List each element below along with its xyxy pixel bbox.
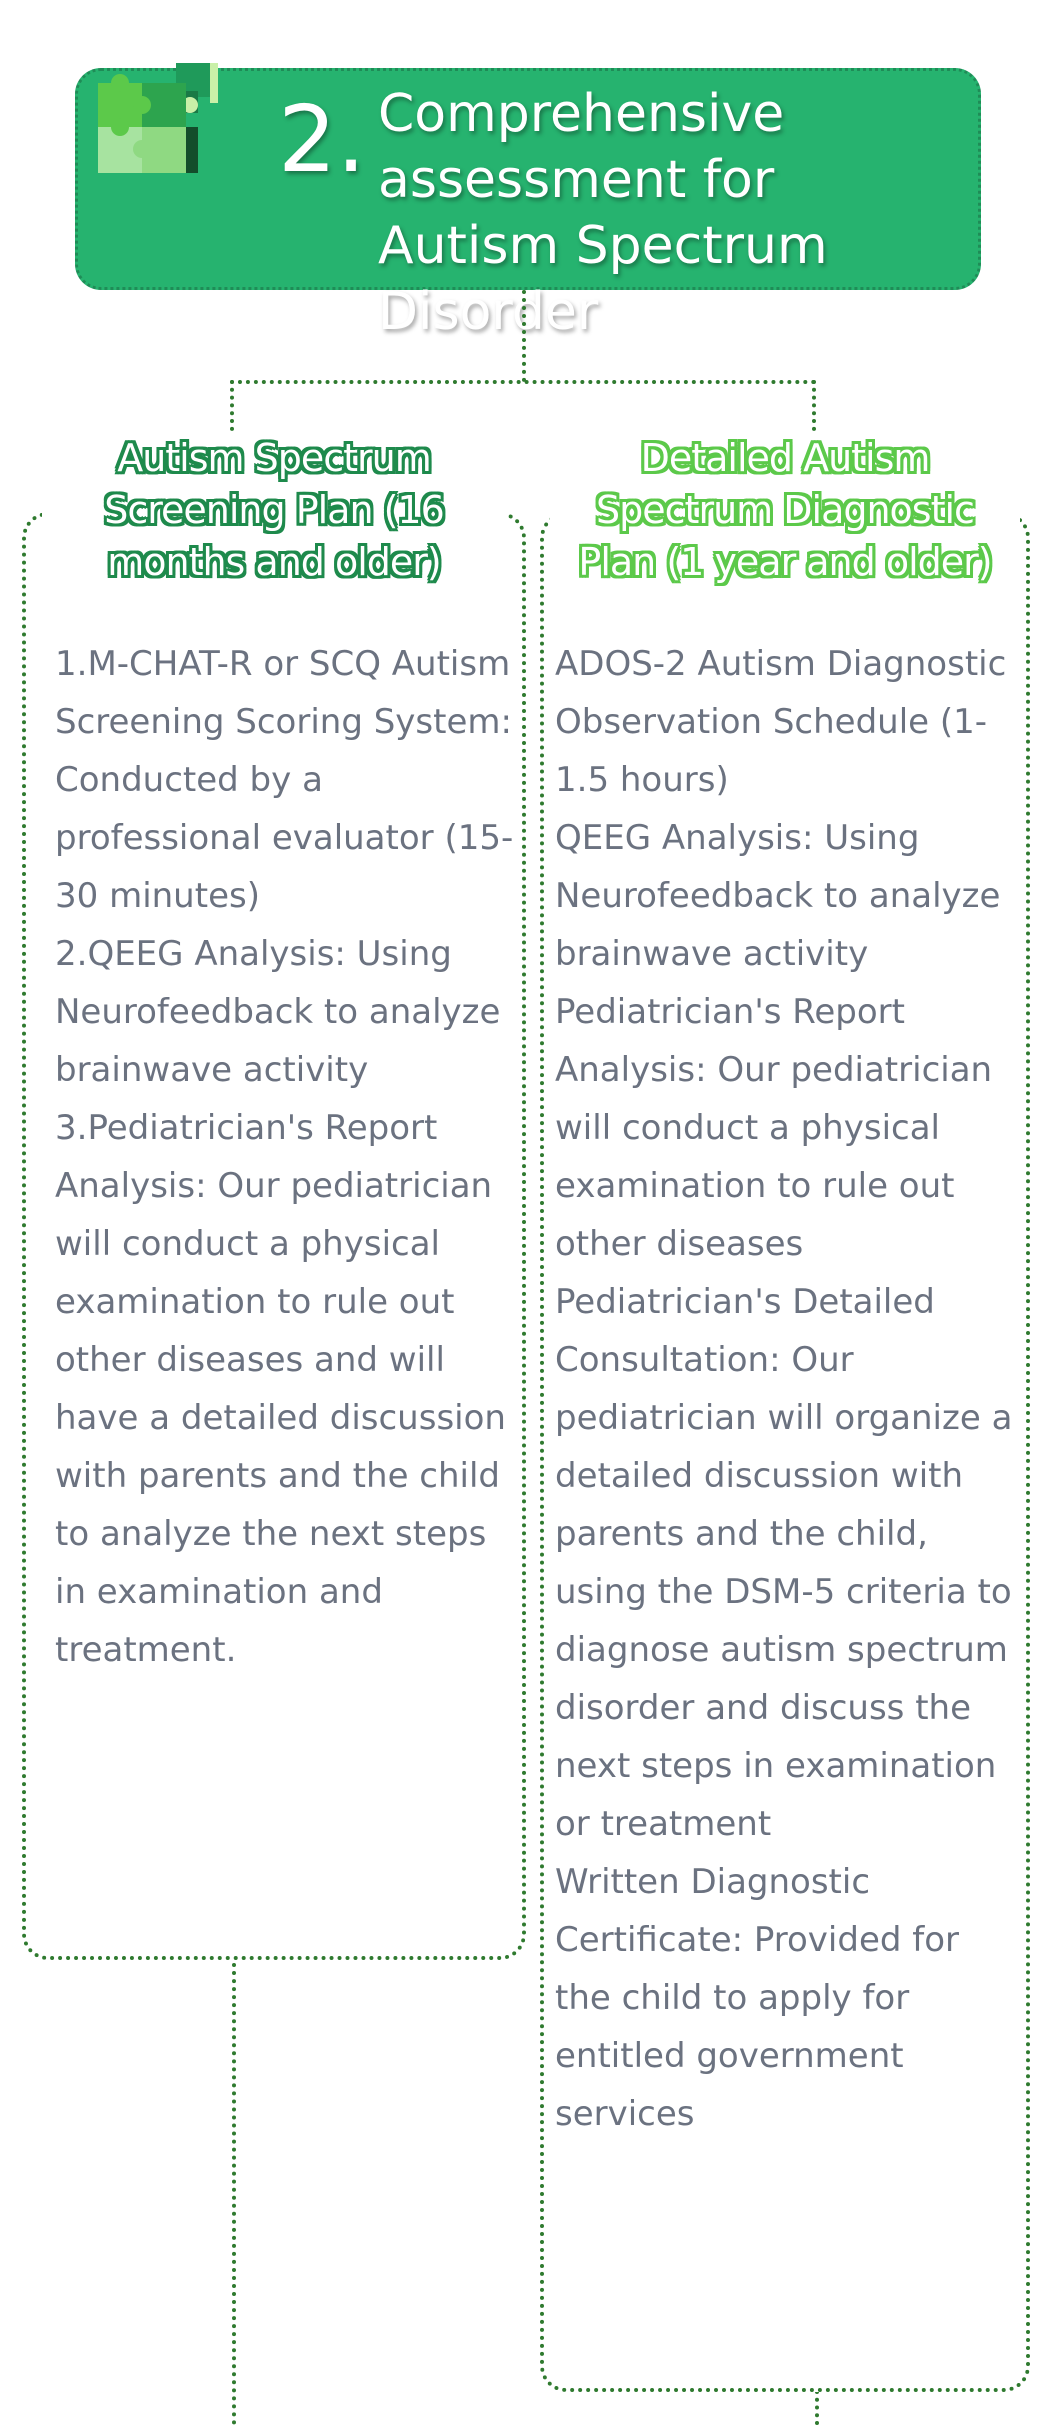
list-item: 2.QEEG Analysis: Using Neurofeedback to analyze brainwave activity bbox=[55, 934, 501, 1090]
list-item: 1.M-CHAT-R or SCQ Autism Screening Scoring System: Conducted by a professional evaluator (15-30 minutes) bbox=[55, 644, 514, 916]
screening-plan-title: Autism Spectrum Screening Plan (16 months and older) bbox=[42, 432, 506, 588]
diagnostic-plan-list bbox=[555, 635, 1023, 2143]
connector-left-bottom bbox=[232, 1955, 236, 2425]
list-item: Pediatrician's Report Analysis: Our pediatrician will conduct a physical examination to rule out other diseases bbox=[555, 992, 993, 1264]
connector-vertical-top bbox=[522, 290, 526, 382]
diagnostic-plan-title: Detailed Autism Spectrum Diagnostic Plan (1 year and older) bbox=[550, 432, 1020, 588]
list-item: Pediatrician's Detailed Consultation: Our pediatrician will organize a detailed discussion with parents and the child, using the DSM-5 criteria to diagnose autism spectrum disorder and discuss the next steps in examination or treatment bbox=[555, 1282, 1013, 1844]
section-number: 2. bbox=[278, 86, 366, 193]
list-item: QEEG Analysis: Using Neurofeedback to analyze brainwave activity bbox=[555, 818, 1001, 974]
connector-horizontal bbox=[230, 380, 816, 384]
section-title: Comprehensive assessment for Autism Spectrum Disorder bbox=[378, 84, 828, 342]
list-item: 3.Pediatrician's Report Analysis: Our pediatrician will conduct a physical examination to rule out other diseases and will have a detailed discussion with parents and the child to analyze the next steps in examination and treatment. bbox=[55, 1108, 506, 1670]
screening-plan-list bbox=[55, 635, 515, 1679]
puzzle-icon bbox=[98, 63, 228, 193]
section-header bbox=[75, 68, 981, 342]
connector-right-bottom bbox=[815, 2390, 819, 2425]
list-item: ADOS-2 Autism Diagnostic Observation Schedule (1-1.5 hours) bbox=[555, 644, 1007, 800]
list-item: Written Diagnostic Certificate: Provided for the child to apply for entitled government services bbox=[555, 1862, 960, 2134]
